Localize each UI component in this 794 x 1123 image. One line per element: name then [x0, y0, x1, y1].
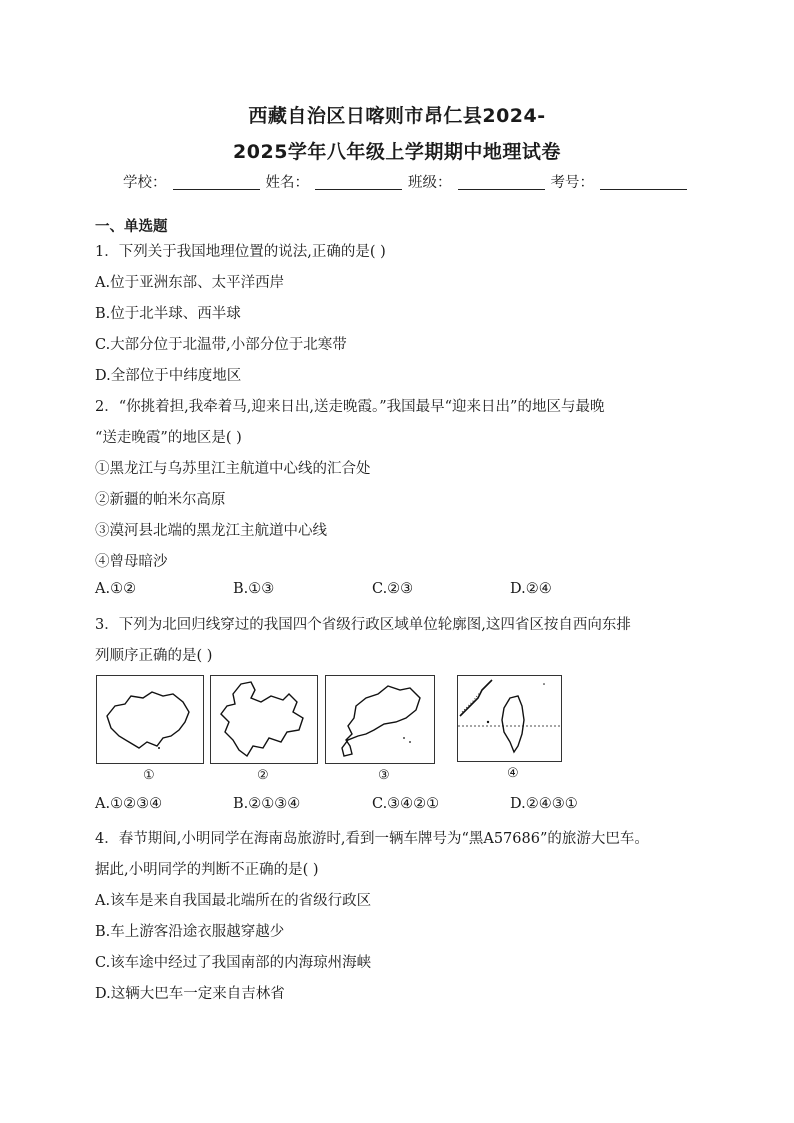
class-label: 班级：	[408, 175, 452, 191]
q3-option-c[interactable]: C.③④②①	[372, 796, 440, 812]
exam-no-label: 考号：	[550, 175, 594, 191]
q3-stem-line2: 列顺序正确的是( )	[95, 648, 213, 664]
map-yunnan-outline	[211, 676, 317, 763]
name-blank[interactable]	[315, 175, 402, 190]
map-taiwan-outline	[458, 676, 561, 761]
q3-option-a[interactable]: A.①②③④	[95, 796, 163, 812]
q2-option-c[interactable]: C.②③	[372, 581, 414, 597]
q2-stem-line2: “送走晚霞”的地区是( )	[95, 430, 242, 446]
title-line-2: 2025学年八年级上学期期中地理试卷	[233, 141, 561, 163]
map-guangxi-outline	[97, 676, 203, 763]
map-taiwan	[457, 675, 562, 762]
map-label-1: ①	[143, 768, 155, 783]
q2-option-d[interactable]: D.②④	[510, 581, 552, 597]
class-blank[interactable]	[458, 175, 545, 190]
map-guangdong	[325, 675, 435, 764]
q2-option-b[interactable]: B.①③	[233, 581, 275, 597]
map-guangxi	[96, 675, 204, 764]
section-heading: 一、单选题	[95, 219, 168, 235]
q2-statement-4: ④曾母暗沙	[95, 554, 168, 570]
q1-option-c[interactable]: C.大部分位于北温带,小部分位于北寒带	[95, 337, 347, 353]
map-label-3: ③	[378, 768, 390, 783]
map-label-4: ④	[507, 766, 519, 781]
title-line-1: 西藏自治区日喀则市昂仁县2024-	[248, 105, 546, 127]
school-blank[interactable]	[173, 175, 260, 190]
student-info-row	[123, 171, 693, 192]
q1-option-d[interactable]: D.全部位于中纬度地区	[95, 368, 242, 384]
q4-option-d[interactable]: D.这辆大巴车一定来自吉林省	[95, 986, 285, 1002]
q1-option-b[interactable]: B.位于北半球、西半球	[95, 306, 241, 322]
name-label: 姓名：	[265, 175, 309, 191]
q1-stem: 1．下列关于我国地理位置的说法,正确的是( )	[95, 244, 386, 260]
map-guangdong-outline	[326, 676, 434, 763]
q1-option-a[interactable]: A.位于亚洲东部、太平洋西岸	[95, 275, 285, 291]
q2-stem-line1: 2．“你挑着担,我牵着马,迎来日出,送走晚霞。”我国最早“迎来日出”的地区与最晚	[95, 399, 605, 415]
q2-statement-3: ③漠河县北端的黑龙江主航道中心线	[95, 523, 327, 539]
q3-stem-line1: 3．下列为北回归线穿过的我国四个省级行政区域单位轮廓图,这四省区按自西向东排	[95, 617, 631, 633]
q4-stem-line2: 据此,小明同学的判断不正确的是( )	[95, 862, 319, 878]
map-label-2: ②	[257, 768, 269, 783]
q3-option-b[interactable]: B.②①③④	[233, 796, 301, 812]
q4-option-c[interactable]: C.该车途中经过了我国南部的内海琼州海峡	[95, 955, 372, 971]
q2-statement-2: ②新疆的帕米尔高原	[95, 492, 226, 508]
map-yunnan	[210, 675, 318, 764]
q4-option-a[interactable]: A.该车是来自我国最北端所在的省级行政区	[95, 893, 372, 909]
q4-stem-line1: 4．春节期间,小明同学在海南岛旅游时,看到一辆车牌号为“黑A57686”的旅游大巴车。	[95, 831, 649, 847]
exam-no-blank[interactable]	[600, 175, 687, 190]
q4-option-b[interactable]: B.车上游客沿途衣服越穿越少	[95, 924, 285, 940]
q3-option-d[interactable]: D.②④③①	[510, 796, 578, 812]
q2-option-a[interactable]: A.①②	[95, 581, 137, 597]
q2-statement-1: ①黑龙江与乌苏里江主航道中心线的汇合处	[95, 461, 371, 477]
school-label: 学校：	[123, 175, 167, 191]
